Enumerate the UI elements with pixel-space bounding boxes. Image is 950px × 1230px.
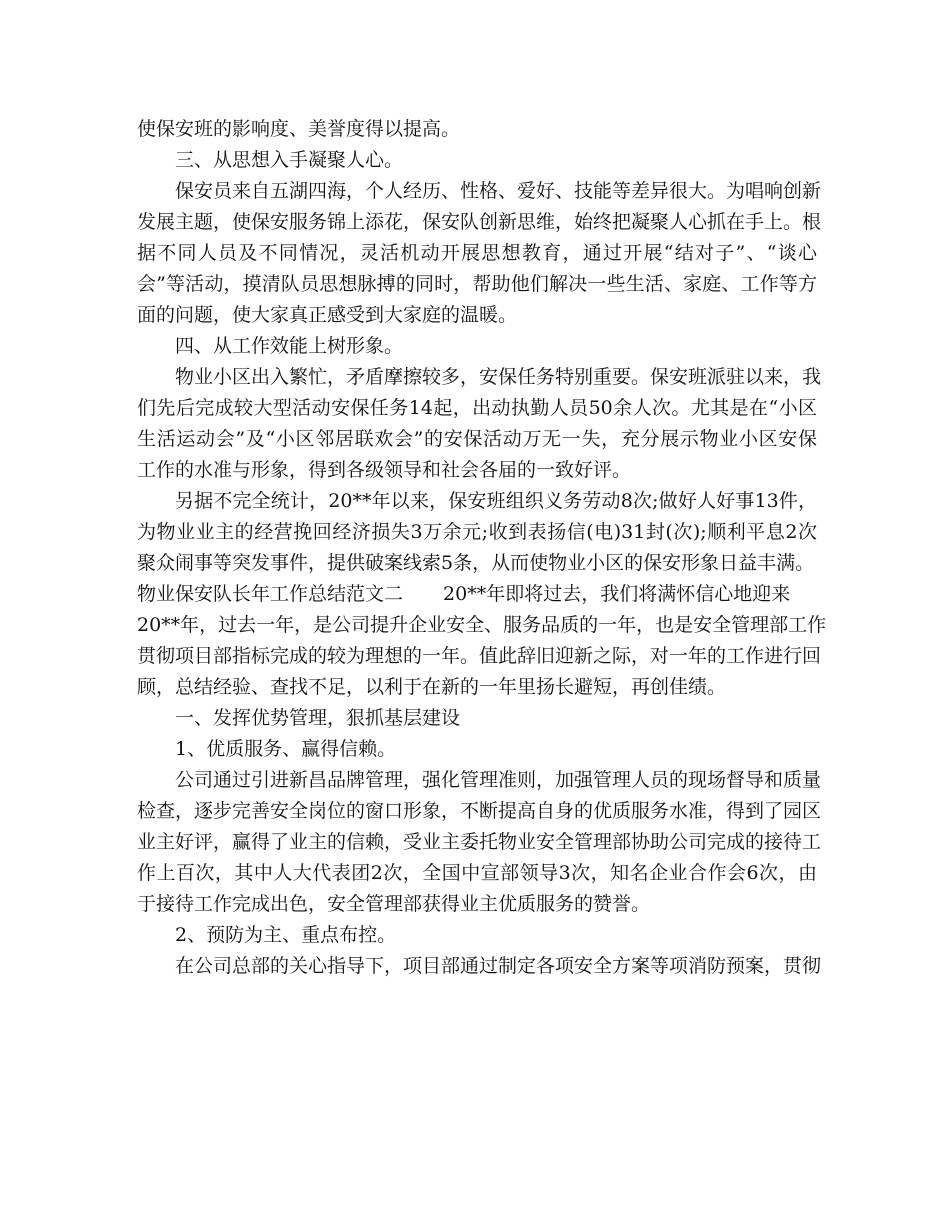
- section-heading: 三、从思想入手凝聚人心。: [175, 149, 404, 171]
- paragraph-line: 们先后完成较大型活动安保任务14起，出动执勤人员50余人次。尤其是在“小区: [137, 397, 817, 419]
- paragraph-line: 生活运动会”及“小区邻居联欢会”的安保活动万无一失，充分展示物业小区安保: [137, 428, 817, 450]
- paragraph-line: 发展主题，使保安服务锦上添花，保安队创新思维，始终把凝聚人心抓在手上。根: [137, 211, 822, 233]
- mixed-line: [137, 579, 817, 610]
- document-body: [137, 114, 827, 982]
- paragraph-line: 20**年，过去一年，是公司提升企业安全、服务品质的一年，也是安全管理部工作: [137, 614, 827, 636]
- paragraph-line: 顾，总结经验、查找不足，以利于在新的一年里扬长避短，再创佳绩。: [137, 676, 727, 698]
- paragraph-text: 20**年即将过去，我们将满怀信心地迎来: [443, 583, 791, 605]
- subsection-heading: 2、预防为主、重点布控。: [175, 924, 397, 946]
- subsection-heading: 1、优质服务、赢得信赖。: [175, 738, 397, 760]
- section-heading: 四、从工作效能上树形象。: [175, 335, 404, 357]
- paragraph-line: 物业小区出入繁忙，矛盾摩擦较多，安保任务特别重要。保安班派驻以来，我: [175, 366, 822, 388]
- paragraph-line: 于接待工作完成出色，安全管理部获得业主优质服务的赞誉。: [137, 893, 651, 915]
- paragraph-line: 另据不完全统计，20**年以来，保安班组织义务劳动8次;做好人好事13件，: [175, 490, 817, 512]
- paragraph-line: 业主好评，赢得了业主的信赖，受业主委托物业安全管理部协助公司完成的接待工: [137, 831, 822, 853]
- document-title: 物业保安队长年工作总结范文二: [137, 583, 404, 605]
- paragraph-line: 工作的水准与形象，得到各级领导和社会各届的一致好评。: [137, 459, 632, 481]
- paragraph-line: 为物业业主的经营挽回经济损失3万余元;收到表扬信(电)31封(次);顺利平息2次: [137, 521, 817, 543]
- paragraph-line: 在公司总部的关心指导下，项目部通过制定各项安全方案等项消防预案，贯彻: [175, 955, 822, 977]
- paragraph-line: 聚众闹事等突发事件，提供破案线索5条，从而使物业小区的保安形象日益丰满。: [137, 552, 815, 574]
- paragraph-line: 会”等活动，摸清队员思想脉搏的同时，帮助他们解决一些生活、家庭、工作等方: [137, 273, 817, 295]
- paragraph-line: 公司通过引进新昌品牌管理，强化管理准则，加强管理人员的现场督导和质量: [175, 769, 822, 791]
- paragraph-line: 保安员来自五湖四海，个人经历、性格、爱好、技能等差异很大。为唱响创新: [175, 180, 822, 202]
- paragraph-line: 据不同人员及不同情况，灵活机动开展思想教育，通过开展“结对子”、“谈心: [137, 242, 817, 264]
- paragraph-line: 贯彻项目部指标完成的较为理想的一年。值此辞旧迎新之际，对一年的工作进行回: [137, 645, 822, 667]
- paragraph-line: 使保安班的影响度、美誉度得以提高。: [137, 118, 461, 140]
- section-heading: 一、发挥优势管理，狠抓基层建设: [175, 707, 461, 729]
- paragraph-line: 检查，逐步完善安全岗位的窗口形象，不断提高自身的优质服务水准，得到了园区: [137, 800, 822, 822]
- paragraph-line: 面的问题，使大家真正感受到大家庭的温暖。: [137, 304, 518, 326]
- paragraph-line: 作上百次，其中人大代表团2次，全国中宣部领导3次，知名企业合作会6次，由: [137, 862, 817, 884]
